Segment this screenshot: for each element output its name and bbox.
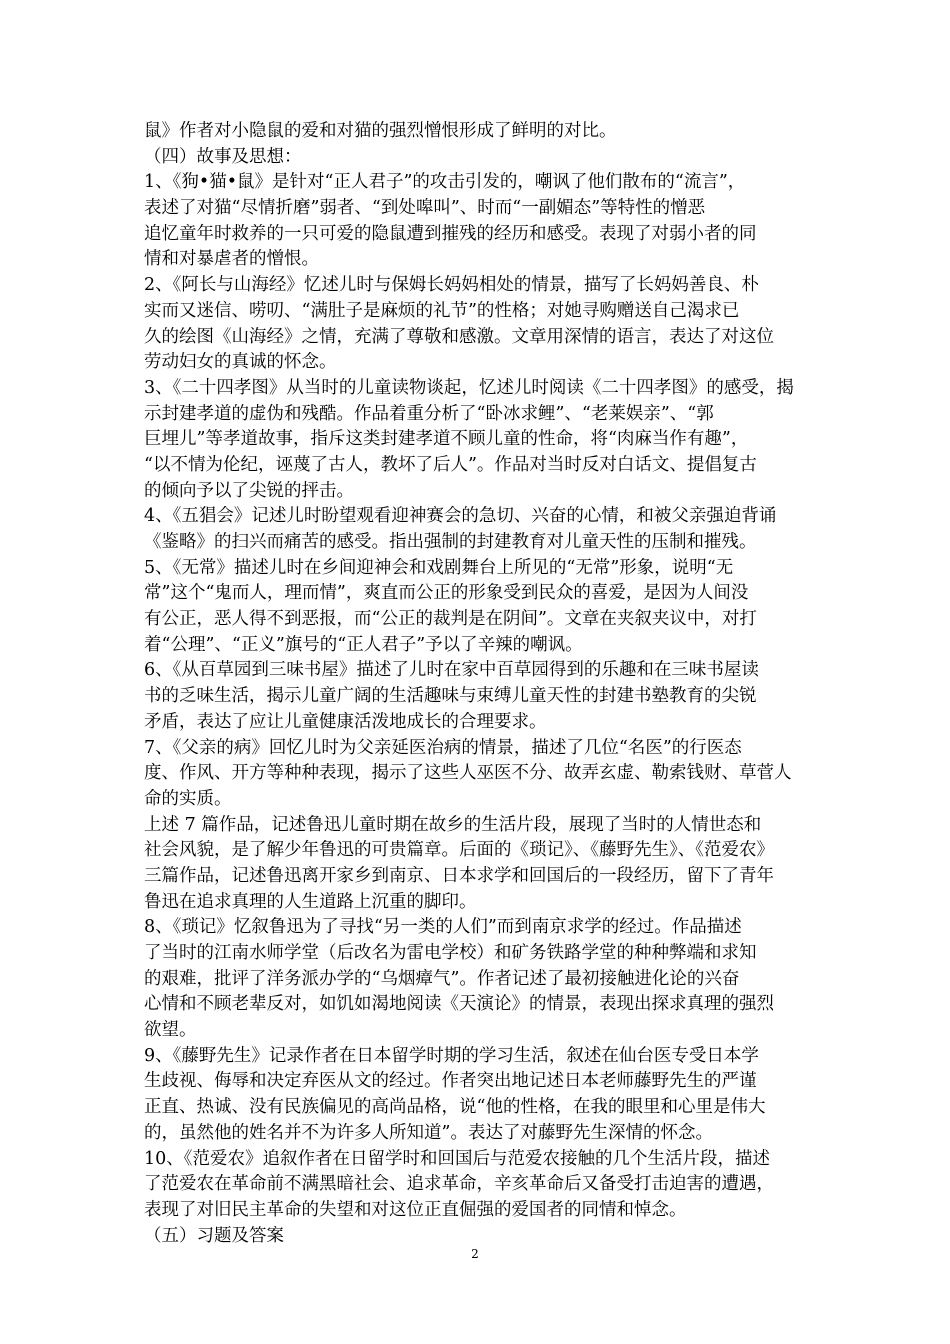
text-line: 10、《范爱农》追叙作者在日留学时和回国后与范爱农接触的几个生活片段，描述 <box>144 1148 771 1169</box>
text-line: 2、《阿长与山海经》忆述儿时与保姆长妈妈相处的情景，描写了长妈妈善良、朴 <box>144 275 759 296</box>
text-line: 了当时的江南水师学堂（后改名为雷电学校）和矿务铁路学堂的种种弊端和求知 <box>144 943 757 963</box>
text-line: 三篇作品，记述鲁迅离开家乡到南京、日本求学和回国后的一段经历，留下了青年 <box>144 865 774 886</box>
text-line: 3、《二十四孝图》从当时的儿童读物谈起，忆述儿时阅读《二十四孝图》的感受，揭 <box>144 377 794 398</box>
text-line: 情和对暴虐者的憎恨。 <box>144 249 319 270</box>
text-line: 追忆童年时救养的一只可爱的隐鼠遭到摧残的经历和感受。表现了对弱小者的同 <box>144 223 757 244</box>
text-line: 着“公理”、“正义”旗号的“正人君子”予以了辛辣的嘲讽。 <box>144 634 583 655</box>
text-line: 常”这个“鬼而人，理而情”，爽直而公正的形象受到民众的喜爱，是因为人间没 <box>144 583 749 604</box>
text-line: 上述 7 篇作品，记述鲁迅儿童时期在故乡的生活片段，展现了当时的人情世态和 <box>144 814 762 835</box>
text-line: 示封建孝道的虚伪和残酷。作品着重分析了“卧冰求鲤”、“老莱娱亲”、“郭 <box>144 403 714 424</box>
text-line: 有公正，恶人得不到恶报，而“公正的裁判是在阴间”。文章在夹叙夹议中，对打 <box>144 609 757 630</box>
text-line: 的倾向予以了尖锐的抨击。 <box>144 480 354 501</box>
text-line: 表述了对猫“尽情折磨”弱者、“到处嗥叫”、时而“一副媚态”等特性的憎恶 <box>144 198 706 219</box>
text-line: 社会风貌，是了解少年鲁迅的可贵篇章。后面的《琐记》、《藤野先生》、《范爱农》 <box>144 840 774 861</box>
text-line: 8、《琐记》忆叙鲁迅为了寻找“另一类的人们”而到南京求学的经过。作品描述 <box>144 917 742 938</box>
text-line: 久的绘图《山海经》之情，充满了尊敬和感激。文章用深情的语言，表达了对这位 <box>144 326 774 347</box>
text-line: 4、《五猖会》记述儿时盼望观看迎神赛会的急切、兴奋的心情，和被父亲强迫背诵 <box>144 506 777 527</box>
text-line: 9、《藤野先生》记录作者在日本留学时期的学习生活，叙述在仙台医专受日本学 <box>144 1045 759 1066</box>
text-line: 书的乏味生活，揭示儿童广阔的生活趣味与束缚儿童天性的封建书塾教育的尖锐 <box>144 686 757 707</box>
text-line: 鼠》作者对小隐鼠的爱和对猫的强烈憎恨形成了鲜明的对比。 <box>144 121 617 141</box>
text-line: 巨埋儿”等孝道故事，指斥这类封建孝道不顾儿童的性命，将“肉麻当作有趣”， <box>144 429 749 450</box>
text-line: 表现了对旧民主革命的失望和对这位正直倔强的爱国者的同情和悼念。 <box>144 1199 687 1220</box>
text-line: 实而又迷信、唠叨、“满肚子是麻烦的礼节”的性格；对她寻购赠送自己渴求已 <box>144 300 740 321</box>
text-line: “以不情为伦纪，诬蔑了古人，教坏了后人”。作品对当时反对白话文、提倡复古 <box>144 454 757 475</box>
text-line: 了范爱农在革命前不满黑暗社会、追求革命，辛亥革命后又备受打击迫害的遭遇， <box>144 1174 774 1195</box>
text-line: （五）习题及答案 <box>144 1225 284 1246</box>
text-line: 生歧视、侮辱和决定弃医从文的经过。作者突出地记述日本老师藤野先生的严谨 <box>144 1071 757 1092</box>
text-line: 矛盾，表达了应让儿童健康活泼地成长的合理要求。 <box>144 711 547 732</box>
text-line: 7、《父亲的病》回忆儿时为父亲延医治病的情景，描述了几位“名医”的行医态 <box>144 737 742 758</box>
text-line: 正直、热诚、没有民族偏见的高尚品格，说“他的性格，在我的眼里和心里是伟大 <box>144 1097 766 1118</box>
text-line: 1、《狗•猫•鼠》是针对“正人君子”的攻击引发的，嘲讽了他们散布的“流言”， <box>144 172 746 193</box>
section-heading: （四）故事及思想： <box>144 146 302 167</box>
text-line: 的艰难，批评了洋务派办学的“乌烟瘴气”。作者记述了最初接触进化论的兴奋 <box>144 968 740 989</box>
text-line: 《鉴略》的扫兴而痛苦的感受。指出强制的封建教育对儿童天性的压制和摧残。 <box>144 532 757 552</box>
text-line: 命的实质。 <box>144 788 232 809</box>
document-body <box>144 119 814 1275</box>
text-line: 心情和不顾老辈反对，如饥如渴地阅读《天演论》的情景，表现出探求真理的强烈 <box>144 994 774 1015</box>
page-number: 2 <box>471 1247 479 1261</box>
text-line: 6、《从百草园到三味书屋》描述了儿时在家中百草园得到的乐趣和在三味书屋读 <box>144 660 759 681</box>
text-line: 鲁迅在追求真理的人生道路上沉重的脚印。 <box>144 891 477 912</box>
text-line: 度、作风、开方等种种表现，揭示了这些人巫医不分、故弄玄虚、勒索钱财、草菅人 <box>144 763 792 784</box>
text-line: 的，虽然他的姓名并不为许多人所知道”。表达了对藤野先生深情的怀念。 <box>144 1122 713 1143</box>
text-line: 欲望。 <box>144 1020 197 1041</box>
text-line: 5、《无常》描述儿时在乡间迎神会和戏剧舞台上所见的“无常”形象，说明“无 <box>144 557 734 578</box>
text-line: 劳动妇女的真诚的怀念。 <box>144 352 337 373</box>
